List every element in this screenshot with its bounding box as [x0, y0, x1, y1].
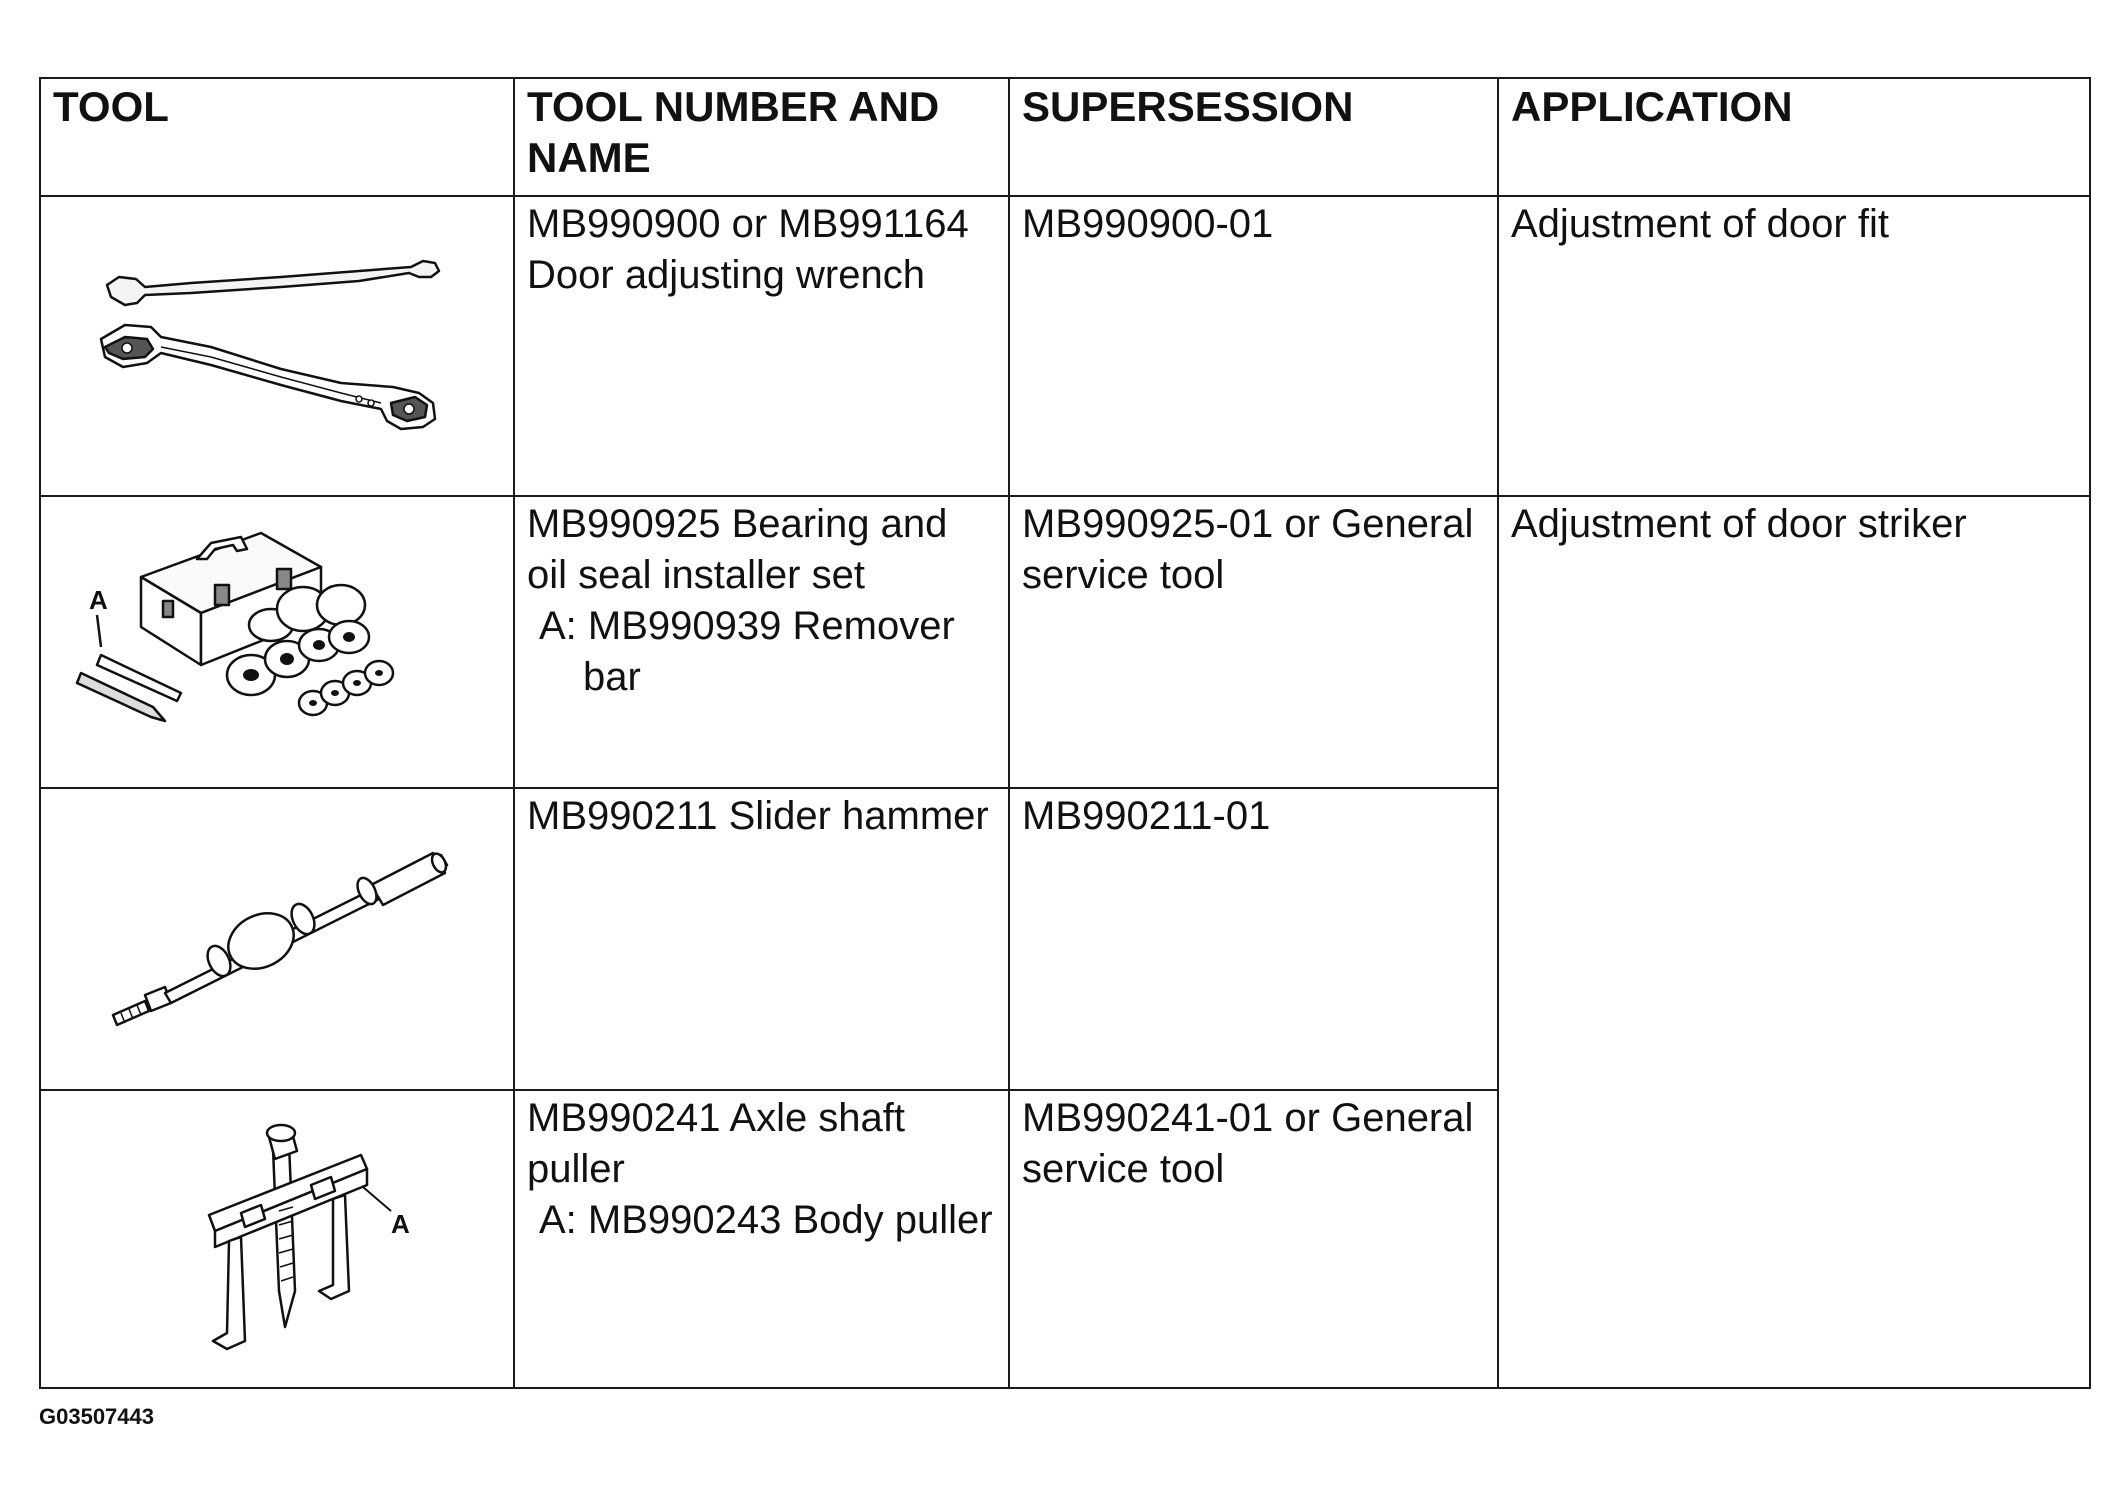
- header-tool-number-and-name: TOOL NUMBER AND NAME: [514, 78, 1009, 196]
- bearing-oil-seal-installer-set-illustration: [41, 497, 511, 785]
- supersession-cell: MB990925-01 or General service tool: [1009, 496, 1498, 788]
- application-cell: Adjustment of door fit: [1498, 196, 2090, 496]
- sub-part: A: MB990243 Body puller: [539, 1198, 993, 1242]
- supersession-cell: MB990241-01 or General service tool: [1009, 1090, 1498, 1388]
- door-adjusting-wrench-illustration: [41, 197, 511, 493]
- slider-hammer-illustration: [41, 789, 511, 1087]
- table-header-row: [40, 78, 2090, 196]
- tool-number-name: MB990241 Axle shaft puller: [527, 1096, 906, 1191]
- figure-id: G03507443: [39, 1404, 154, 1429]
- header-application: APPLICATION: [1498, 78, 2090, 196]
- table-row: [40, 196, 2090, 496]
- tool-illustration-cell: [40, 1090, 514, 1388]
- table-row: [40, 496, 2090, 788]
- tool-number-name-cell: [514, 496, 1009, 788]
- tool-illustration-cell: [40, 496, 514, 788]
- sub-part: A: MB990939 Remover bar: [539, 604, 955, 699]
- tool-number-name-cell: MB990211 Slider hammer: [514, 788, 1009, 1090]
- tool-number-name-cell: MB990900 or MB991164 Door adjusting wrench: [514, 196, 1009, 496]
- supersession-cell: MB990211-01: [1009, 788, 1498, 1090]
- tool-number-name: MB990925 Bearing and oil seal installer set: [527, 502, 948, 597]
- tool-number-name-cell: [514, 1090, 1009, 1388]
- header-supersession: SUPERSESSION: [1009, 78, 1498, 196]
- tool-illustration-cell: [40, 196, 514, 496]
- callout-label: A: [89, 585, 108, 615]
- axle-shaft-puller-illustration: [41, 1091, 511, 1385]
- special-tools-table: [39, 77, 2091, 1389]
- header-tool: TOOL: [40, 78, 514, 196]
- tool-illustration-cell: [40, 788, 514, 1090]
- application-cell: Adjustment of door striker: [1498, 496, 2090, 1388]
- callout-label: A: [391, 1209, 410, 1239]
- supersession-cell: MB990900-01: [1009, 196, 1498, 496]
